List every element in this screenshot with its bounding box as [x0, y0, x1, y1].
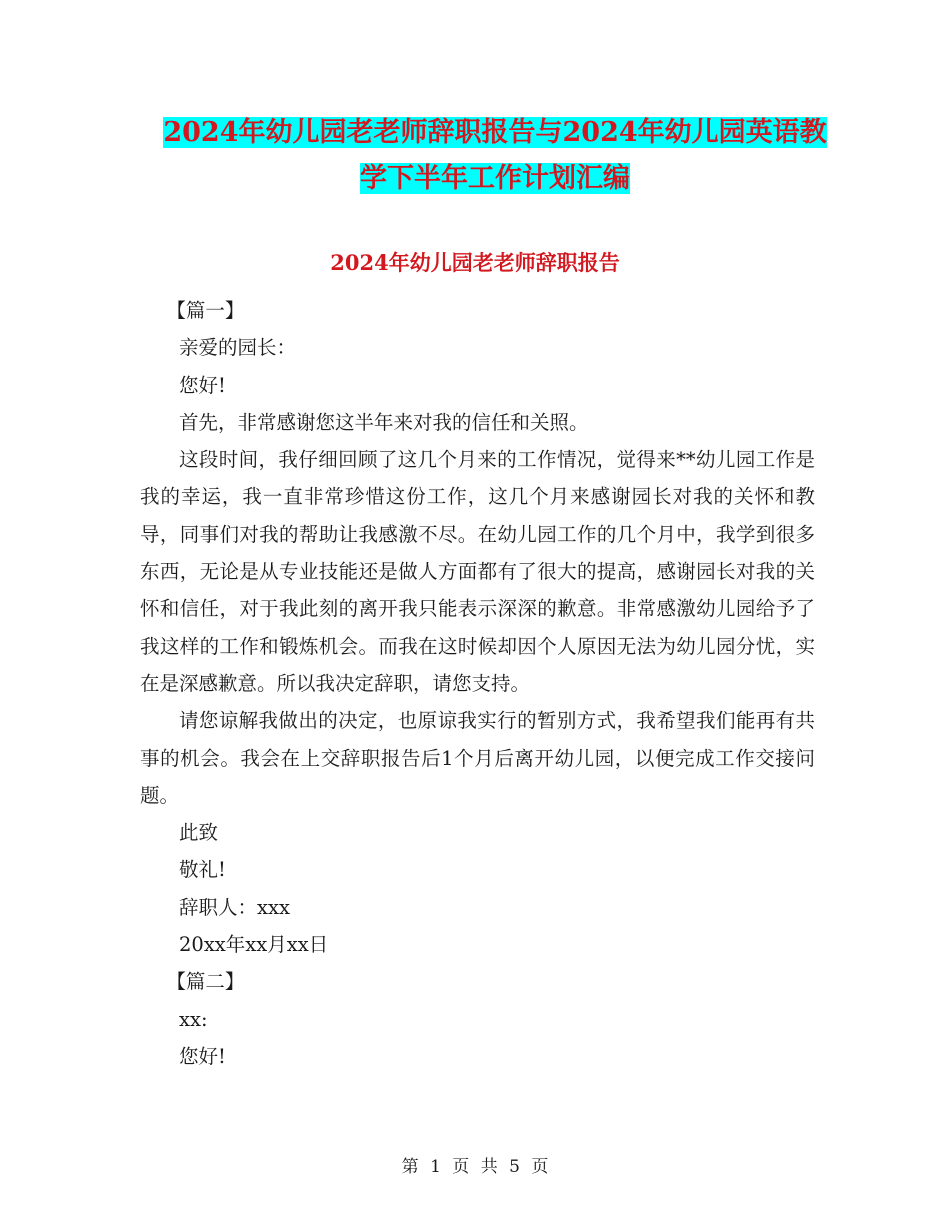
paragraph: 首先，非常感谢您这半年来对我的信任和关照。: [179, 410, 589, 434]
greeting: 您好!: [179, 373, 226, 397]
page-footer: 第 1 页 共 5 页: [401, 1157, 549, 1177]
document-title-line-2: 学下半年工作计划汇编: [360, 163, 630, 194]
salutation-2: xx:: [179, 1007, 208, 1031]
signature: 辞职人：xxx: [179, 895, 290, 919]
salutation: 亲爱的园长：: [179, 336, 297, 360]
paragraph: 这段时间，我仔细回顾了这几个月来的工作情况，觉得来**幼儿园工作是我的幸运，我一直非常珍惜这份工作，这几个月来感谢园长对我的关怀和教导，同事们对我的帮助让我感激不尽。在幼儿园工作的几个月中，我学到很多东西，无论是从专业技能还是做人方面都有了很大的提高，感谢园长对我的关怀和信任，对于我此刻的离开我只能表示深深的歉意。非常感激幼儿园给予了我这样的工作和锻炼机会。而我在这时候却因个人原因无法为幼儿园分忧，实在是深感歉意。所以我决定辞职，请您支持。: [140, 448, 815, 695]
letter-body: [140, 292, 815, 1075]
section-title: 2024年幼儿园老老师辞职报告: [330, 250, 620, 275]
greeting-2: 您好!: [179, 1044, 226, 1068]
part-heading-1: 【篇一】: [166, 299, 245, 322]
date-line: 20xx年xx月xx日: [179, 933, 329, 957]
paragraph: 请您谅解我做出的决定，也原谅我实行的暂别方式，我希望我们能再有共事的机会。我会在上交辞职报告后1个月后离开幼儿园，以便完成工作交接问题。: [140, 709, 815, 807]
document-title: [140, 110, 850, 202]
part-heading-2: 【篇二】: [166, 970, 245, 994]
closing-salute: 敬礼!: [179, 858, 226, 882]
document-title-line-1: 2024年幼儿园老老师辞职报告与2024年幼儿园英语教: [163, 117, 827, 148]
closing: 此致: [179, 821, 219, 845]
